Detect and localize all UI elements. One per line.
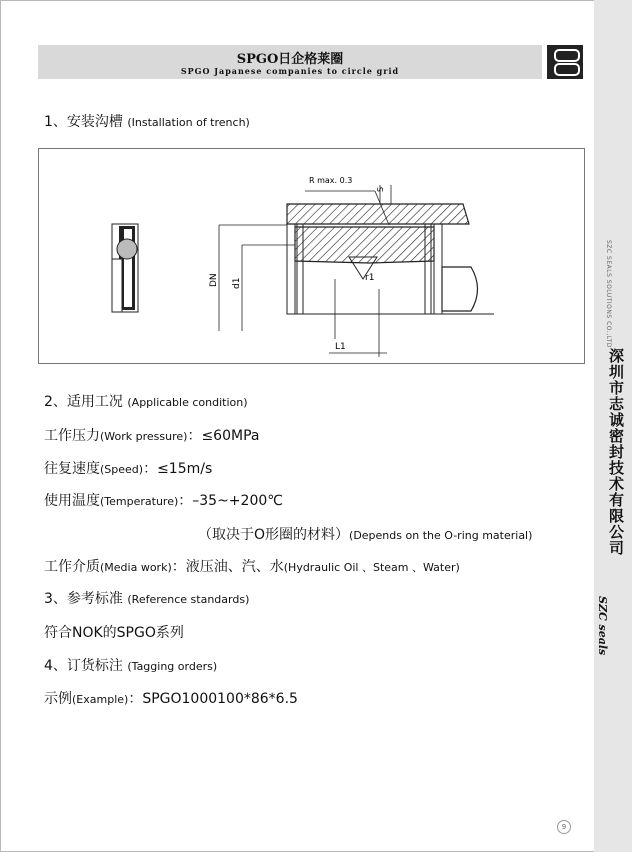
temperature-note-en: (Depends on the O-ring material)	[349, 529, 533, 542]
section-conditions-label: 2、适用工况	[44, 394, 123, 410]
seal-icon	[547, 45, 583, 79]
company-logo: SZC seals	[596, 596, 609, 656]
speed-label: 往复速度	[44, 461, 100, 477]
rmax-label: R max. 0.3	[309, 176, 353, 185]
pressure-en: (Work pressure)	[100, 430, 188, 443]
speed-en: (Speed)	[100, 463, 144, 476]
media-en: (Media work)	[100, 561, 172, 574]
media-label: 工作介质	[44, 559, 100, 575]
example-sep: ：	[128, 691, 143, 707]
media-row	[44, 556, 460, 576]
groove-housing	[287, 204, 494, 314]
section-ordering-en: (Tagging orders)	[127, 660, 218, 673]
section-standards-label: 3、参考标准	[44, 591, 123, 607]
s-label: S	[376, 186, 385, 192]
speed-row	[44, 458, 212, 478]
temperature-note	[198, 524, 532, 544]
groove-drawing	[39, 149, 584, 363]
section-standards-en: (Reference standards)	[127, 593, 250, 606]
section-ordering	[44, 655, 217, 675]
section-conditions-en: (Applicable condition)	[127, 396, 248, 409]
pressure-label: 工作压力	[44, 428, 100, 444]
section-installation-en: (Installation of trench)	[127, 116, 250, 129]
r1-label: r1	[365, 273, 375, 283]
example-en: (Example)	[72, 693, 129, 706]
section-ordering-label: 4、订货标注	[44, 658, 123, 674]
pressure-sep: ：	[187, 428, 202, 444]
media-sep: ：	[171, 559, 186, 575]
temperature-note-cn: （取决于O形圈的材料）	[198, 527, 350, 543]
d1-label: d1	[232, 277, 242, 289]
media-value-en: (Hydraulic Oil 、Steam 、Water)	[283, 561, 460, 574]
temperature-en: (Temperature)	[100, 495, 179, 508]
speed-sep: ：	[143, 461, 158, 477]
section-installation-label: 1、安装沟槽	[44, 114, 123, 130]
section-installation	[44, 111, 250, 131]
example-row	[44, 688, 298, 708]
speed-value: ≤15m/s	[157, 461, 213, 477]
dn-label: DN	[209, 273, 219, 287]
standard-text: 符合NOK的SPGO系列	[44, 625, 184, 641]
pressure-value: ≤60MPa	[201, 428, 260, 444]
installation-diagram	[38, 148, 585, 364]
temperature-sep: ：	[178, 493, 193, 509]
media-value: 液压油、汽、水	[185, 559, 284, 575]
example-label: 示例	[44, 691, 72, 707]
section-standards	[44, 588, 249, 608]
pressure-row	[44, 425, 259, 445]
temperature-label: 使用温度	[44, 493, 100, 509]
temperature-row	[44, 490, 283, 510]
page-number: 9	[557, 820, 571, 834]
example-value: SPGO1000100*86*6.5	[142, 691, 298, 707]
seal-profile	[112, 224, 138, 312]
header-bar	[38, 45, 542, 79]
company-english-name: SZC SEALS SOLUTIONS CO.,LTD	[605, 240, 612, 348]
temperature-value: –35~+200℃	[192, 493, 283, 509]
section-conditions	[44, 391, 248, 411]
company-name: 深圳市志诚密封技术有限公司	[607, 348, 625, 556]
page-title: SPGO日企格莱圈	[236, 52, 344, 67]
page-subtitle: SPGO Japanese companies to circle grid	[180, 66, 400, 76]
l1-label: L1	[335, 342, 346, 352]
